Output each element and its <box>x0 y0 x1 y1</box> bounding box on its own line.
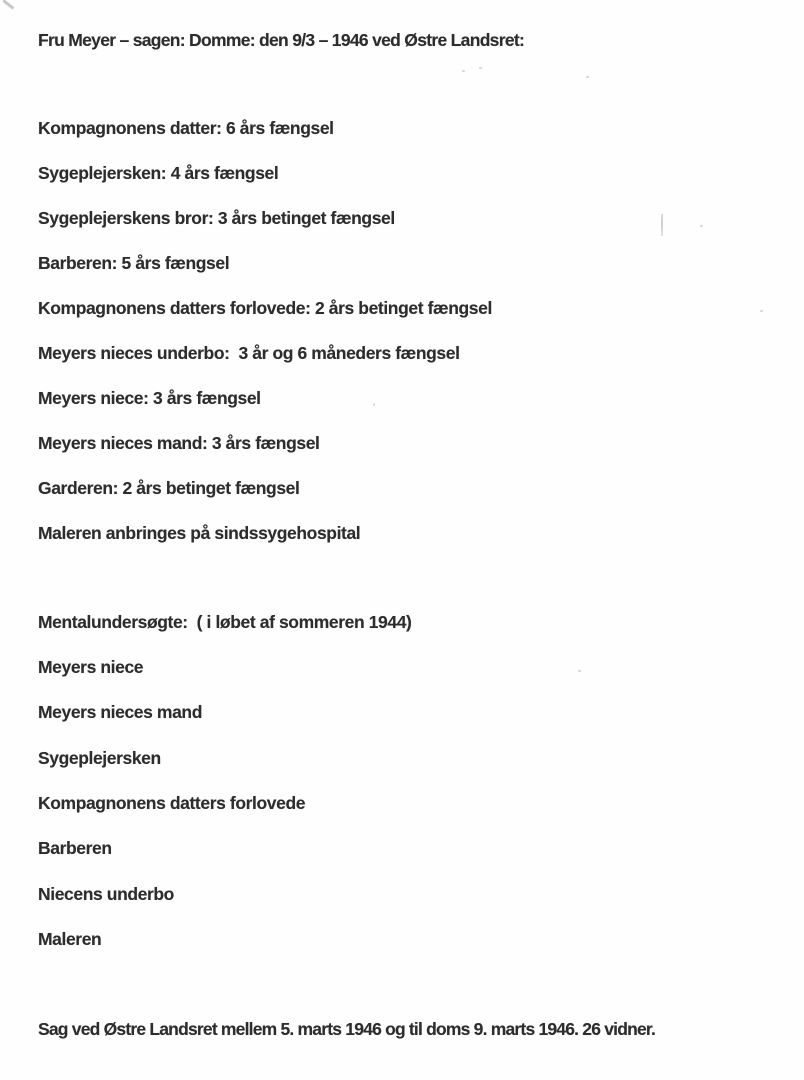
verdict-line-sygeplejerskens-bror: Sygeplejerskens bror: 3 års betinget fængsel <box>38 208 395 228</box>
scan-speck <box>700 225 703 227</box>
scan-speck <box>479 67 482 69</box>
verdict-line-nieces-underbo: Meyers nieces underbo: 3 år og 6 måneders fængsel <box>38 343 460 363</box>
verdict-line-datters-forlovede: Kompagnonens datters forlovede: 2 års betinget fængsel <box>38 298 492 318</box>
scan-speck <box>462 70 465 72</box>
verdict-line-kompagnonens-datter: Kompagnonens datter: 6 års fængsel <box>38 118 334 138</box>
mental-item-maleren: Maleren <box>38 929 102 949</box>
document-footer: Sag ved Østre Landsret mellem 5. marts 1946 og til doms 9. marts 1946. 26 vidner. <box>38 1019 656 1039</box>
scan-scratch-artifact <box>661 214 663 236</box>
mental-section-heading: Mentalundersøgte: ( i løbet af sommeren 1944) <box>38 612 412 632</box>
mental-item-niecens-underbo: Niecens underbo <box>38 884 174 904</box>
mental-item-datters-forlovede: Kompagnonens datters forlovede <box>38 793 306 813</box>
scan-corner-artifact <box>3 0 15 9</box>
mental-item-barberen: Barberen <box>38 838 112 858</box>
verdict-line-maleren: Maleren anbringes på sindssygehospital <box>38 523 361 543</box>
scan-speck <box>760 310 763 312</box>
document-title: Fru Meyer – sagen: Domme: den 9/3 – 1946 ved Østre Landsret: <box>38 30 525 50</box>
mental-item-nieces-mand: Meyers nieces mand <box>38 702 202 722</box>
scan-speck <box>586 76 589 78</box>
verdict-line-meyers-niece: Meyers niece: 3 års fængsel <box>38 388 261 408</box>
verdict-line-nieces-mand: Meyers nieces mand: 3 års fængsel <box>38 433 320 453</box>
mental-item-sygeplejersken: Sygeplejersken <box>38 748 161 768</box>
verdict-line-barberen: Barberen: 5 års fængsel <box>38 253 230 273</box>
mental-item-meyers-niece: Meyers niece <box>38 657 144 677</box>
verdict-line-garderen: Garderen: 2 års betinget fængsel <box>38 478 300 498</box>
scan-speck <box>578 670 581 672</box>
scan-speck <box>373 403 375 406</box>
verdict-line-sygeplejersken: Sygeplejersken: 4 års fængsel <box>38 163 279 183</box>
